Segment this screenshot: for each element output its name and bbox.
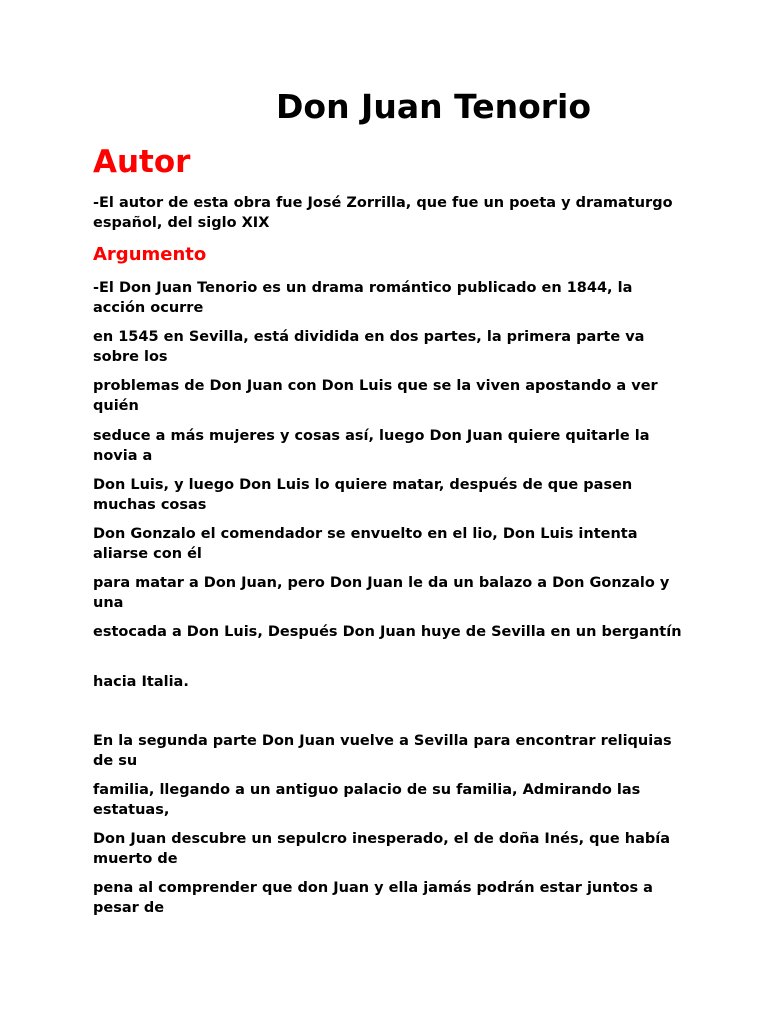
paragraph: Don Luis, y luego Don Luis lo quiere matar, después de que pasen muchas cosas: [93, 477, 633, 513]
paragraph: hacia Italia.: [93, 674, 189, 690]
paragraph: para matar a Don Juan, pero Don Juan le da un balazo a Don Gonzalo y una: [93, 575, 670, 611]
paragraph: En la segunda parte Don Juan vuelve a Sevilla para encontrar reliquias de su: [93, 733, 672, 769]
heading-argumento: Argumento: [93, 244, 207, 265]
paragraph: seduce a más mujeres y cosas así, luego Don Juan quiere quitarle la novia a: [93, 428, 650, 464]
document-title: Don Juan Tenorio: [276, 87, 591, 126]
paragraph: -El Don Juan Tenorio es un drama romántico publicado en 1844, la acción ocurre: [93, 280, 633, 316]
paragraph-autor: -El autor de esta obra fue José Zorrilla, que fue un poeta y dramaturgo español, del siglo XIX: [93, 195, 673, 231]
paragraph: pena al comprender que don Juan y ella jamás podrán estar juntos a pesar de: [93, 880, 653, 916]
paragraph: estocada a Don Luis, Después Don Juan huye de Sevilla en un bergantín: [93, 624, 682, 640]
paragraph: Don Gonzalo el comendador se envuelto en el lio, Don Luis intenta aliarse con él: [93, 526, 638, 562]
paragraph: familia, llegando a un antiguo palacio de su familia, Admirando las estatuas,: [93, 782, 641, 818]
paragraph: problemas de Don Juan con Don Luis que se la viven apostando a ver quién: [93, 378, 658, 414]
paragraph: Don Juan descubre un sepulcro inesperado, el de doña Inés, que había muerto de: [93, 831, 670, 867]
heading-autor: Autor: [93, 144, 191, 180]
paragraph: en 1545 en Sevilla, está dividida en dos partes, la primera parte va sobre los: [93, 329, 645, 365]
